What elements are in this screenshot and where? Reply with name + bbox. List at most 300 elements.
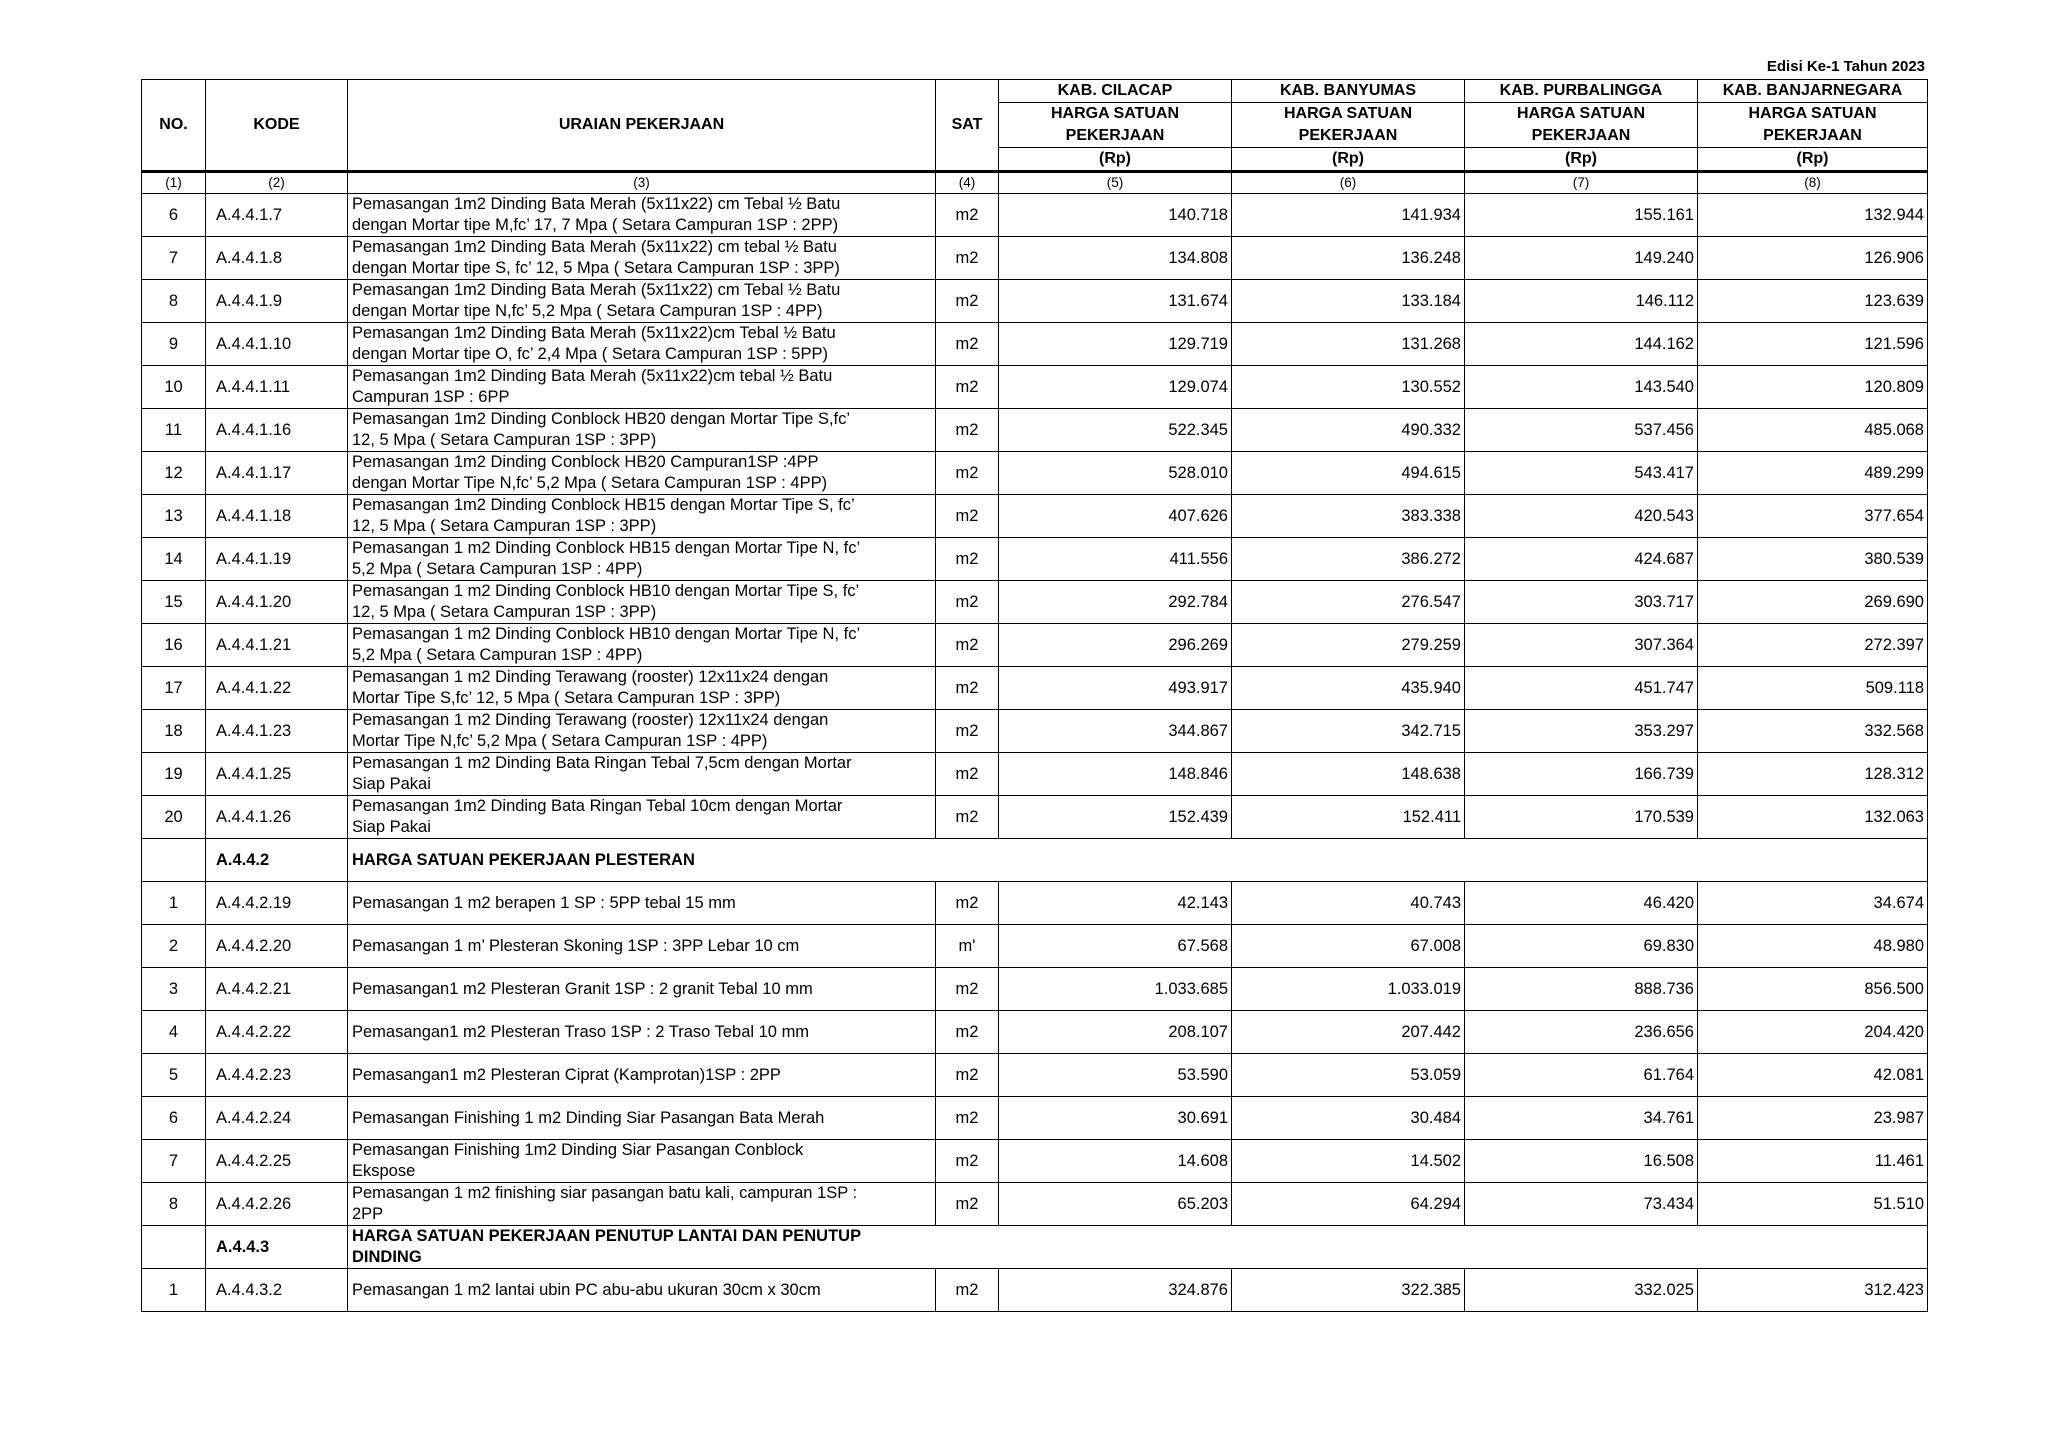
description-line: Pemasangan 1m2 Dinding Bata Merah (5x11x22) cm Tebal ½ Batu xyxy=(352,281,841,299)
price-cell: 64.294 xyxy=(1232,1183,1465,1226)
unit-cell: m2 xyxy=(936,1097,999,1140)
description-line: dengan Mortar tipe N,fc’ 5,2 Mpa ( Setara Campuran 1SP : 4PP) xyxy=(352,302,823,320)
price-cell: 14.608 xyxy=(999,1140,1232,1183)
description-line: Siap Pakai xyxy=(352,818,431,836)
price-cell: 509.118 xyxy=(1698,667,1928,710)
description-line: HARGA SATUAN PEKERJAAN PENUTUP LANTAI DAN PENUTUP xyxy=(352,1227,862,1245)
row-number-cell: 1 xyxy=(142,882,206,925)
row-number-cell: 11 xyxy=(142,409,206,452)
table-row xyxy=(142,280,1928,323)
column-number-row xyxy=(142,173,1928,194)
table-row xyxy=(142,1011,1928,1054)
column-number: (5) xyxy=(999,173,1232,194)
description-cell xyxy=(348,1226,1928,1269)
table-row xyxy=(142,882,1928,925)
price-cell: 207.442 xyxy=(1232,1011,1465,1054)
price-cell: 128.312 xyxy=(1698,753,1928,796)
row-number-cell: 20 xyxy=(142,796,206,839)
row-number-cell: 17 xyxy=(142,667,206,710)
header-unit: (Rp) xyxy=(1698,148,1928,172)
table-header xyxy=(142,80,1928,194)
table-row xyxy=(142,366,1928,409)
column-number: (6) xyxy=(1232,173,1465,194)
description-cell xyxy=(348,280,936,323)
description-cell xyxy=(348,1054,936,1097)
price-cell: 537.456 xyxy=(1465,409,1698,452)
code-cell: A.4.4.1.16 xyxy=(206,409,348,452)
column-number: (4) xyxy=(936,173,999,194)
description-cell xyxy=(348,237,936,280)
description-cell xyxy=(348,710,936,753)
header-harga: HARGA SATUAN xyxy=(1698,103,1928,126)
price-cell: 424.687 xyxy=(1465,538,1698,581)
price-cell: 131.674 xyxy=(999,280,1232,323)
description-line: Pemasangan 1 m2 finishing siar pasangan batu kali, campuran 1SP : xyxy=(352,1184,858,1202)
description-line: 5,2 Mpa ( Setara Campuran 1SP : 4PP) xyxy=(352,560,643,578)
row-number-cell: 7 xyxy=(142,1140,206,1183)
code-cell: A.4.4.1.7 xyxy=(206,194,348,237)
price-cell: 131.268 xyxy=(1232,323,1465,366)
price-cell: 451.747 xyxy=(1465,667,1698,710)
column-number: (7) xyxy=(1465,173,1698,194)
price-cell: 296.269 xyxy=(999,624,1232,667)
price-cell: 342.715 xyxy=(1232,710,1465,753)
price-cell: 34.674 xyxy=(1698,882,1928,925)
code-cell: A.4.4.1.25 xyxy=(206,753,348,796)
unit-cell: m2 xyxy=(936,581,999,624)
code-cell: A.4.4.2.23 xyxy=(206,1054,348,1097)
price-cell: 134.808 xyxy=(999,237,1232,280)
price-cell: 276.547 xyxy=(1232,581,1465,624)
price-cell: 67.008 xyxy=(1232,925,1465,968)
table-row xyxy=(142,1183,1928,1226)
price-cell: 67.568 xyxy=(999,925,1232,968)
header-region-cilacap: KAB. CILACAP xyxy=(999,80,1232,103)
header-unit: (Rp) xyxy=(999,148,1232,172)
header-harga: HARGA SATUAN xyxy=(1232,103,1465,126)
description-cell xyxy=(348,452,936,495)
code-cell: A.4.4.2.26 xyxy=(206,1183,348,1226)
price-cell: 73.434 xyxy=(1465,1183,1698,1226)
table-row xyxy=(142,237,1928,280)
section-row xyxy=(142,839,1928,882)
description-cell xyxy=(348,323,936,366)
header-region-purbalingga: KAB. PURBALINGGA xyxy=(1465,80,1698,103)
price-cell: 420.543 xyxy=(1465,495,1698,538)
table-row xyxy=(142,710,1928,753)
price-cell: 148.846 xyxy=(999,753,1232,796)
code-cell: A.4.4.3 xyxy=(206,1226,348,1269)
description-line: Pemasangan 1 m2 Dinding Bata Ringan Tebal 7,5cm dengan Mortar xyxy=(352,754,852,772)
description-line: Pemasangan1 m2 Plesteran Granit 1SP : 2 granit Tebal 10 mm xyxy=(352,979,813,998)
price-cell: 411.556 xyxy=(999,538,1232,581)
price-cell: 380.539 xyxy=(1698,538,1928,581)
price-cell: 129.719 xyxy=(999,323,1232,366)
description-line: Pemasangan 1 m’ Plesteran Skoning 1SP : 3PP Lebar 10 cm xyxy=(352,936,800,955)
description-cell xyxy=(348,366,936,409)
description-line: dengan Mortar tipe M,fc’ 17, 7 Mpa ( Setara Campuran 1SP : 2PP) xyxy=(352,216,839,234)
column-number: (8) xyxy=(1698,173,1928,194)
column-number: (2) xyxy=(206,173,348,194)
edition-label: Edisi Ke-1 Tahun 2023 xyxy=(1766,58,1925,75)
code-cell: A.4.4.2 xyxy=(206,839,348,882)
description-line: Pemasangan 1m2 Dinding Bata Merah (5x11x22) cm Tebal ½ Batu xyxy=(352,195,841,213)
price-cell: 166.739 xyxy=(1465,753,1698,796)
table-row xyxy=(142,1140,1928,1183)
description-line: 5,2 Mpa ( Setara Campuran 1SP : 4PP) xyxy=(352,646,643,664)
description-line: Pemasangan 1 m2 Dinding Conblock HB15 dengan Mortar Tipe N, fc’ xyxy=(352,539,861,557)
header-no: NO. xyxy=(142,80,206,172)
price-cell: 528.010 xyxy=(999,452,1232,495)
unit-cell: m2 xyxy=(936,409,999,452)
unit-cell: m2 xyxy=(936,452,999,495)
header-pekerjaan: PEKERJAAN xyxy=(1698,125,1928,148)
description-line: Pemasangan 1 m2 Dinding Terawang (rooster) 12x11x24 dengan xyxy=(352,711,829,729)
header-uraian: URAIAN PEKERJAAN xyxy=(348,80,936,172)
description-line: Pemasangan 1 m2 lantai ubin PC abu-abu ukuran 30cm x 30cm xyxy=(352,1280,821,1299)
price-cell: 16.508 xyxy=(1465,1140,1698,1183)
price-cell: 279.259 xyxy=(1232,624,1465,667)
description-line: 12, 5 Mpa ( Setara Campuran 1SP : 3PP) xyxy=(352,431,657,449)
price-cell: 1.033.685 xyxy=(999,968,1232,1011)
price-cell: 69.830 xyxy=(1465,925,1698,968)
description-line: Mortar Tipe N,fc’ 5,2 Mpa ( Setara Campuran 1SP : 4PP) xyxy=(352,732,768,750)
price-cell: 30.484 xyxy=(1232,1097,1465,1140)
price-cell: 377.654 xyxy=(1698,495,1928,538)
price-cell: 292.784 xyxy=(999,581,1232,624)
header-harga: HARGA SATUAN xyxy=(1465,103,1698,126)
table-row xyxy=(142,581,1928,624)
unit-cell: m2 xyxy=(936,1183,999,1226)
price-cell: 121.596 xyxy=(1698,323,1928,366)
code-cell: A.4.4.2.21 xyxy=(206,968,348,1011)
price-cell: 46.420 xyxy=(1465,882,1698,925)
price-cell: 42.143 xyxy=(999,882,1232,925)
row-number-cell: 6 xyxy=(142,194,206,237)
price-cell: 522.345 xyxy=(999,409,1232,452)
price-cell: 132.944 xyxy=(1698,194,1928,237)
price-cell: 272.397 xyxy=(1698,624,1928,667)
unit-cell: m2 xyxy=(936,1011,999,1054)
table-row xyxy=(142,925,1928,968)
description-line: Pemasangan 1m2 Dinding Bata Merah (5x11x22)cm Tebal ½ Batu xyxy=(352,324,836,342)
description-line: Pemasangan Finishing 1m2 Dinding Siar Pasangan Conblock xyxy=(352,1141,804,1159)
description-cell xyxy=(348,1183,936,1226)
description-line: Pemasangan 1 m2 Dinding Terawang (rooster) 12x11x24 dengan xyxy=(352,668,829,686)
code-cell: A.4.4.1.21 xyxy=(206,624,348,667)
description-cell xyxy=(348,1269,936,1312)
price-cell: 129.074 xyxy=(999,366,1232,409)
unit-cell: m2 xyxy=(936,323,999,366)
header-pekerjaan: PEKERJAAN xyxy=(999,125,1232,148)
code-cell: A.4.4.2.22 xyxy=(206,1011,348,1054)
header-region-banyumas: KAB. BANYUMAS xyxy=(1232,80,1465,103)
row-number-cell: 16 xyxy=(142,624,206,667)
code-cell: A.4.4.1.23 xyxy=(206,710,348,753)
price-cell: 208.107 xyxy=(999,1011,1232,1054)
description-cell xyxy=(348,581,936,624)
price-cell: 303.717 xyxy=(1465,581,1698,624)
description-line: Pemasangan 1m2 Dinding Bata Merah (5x11x22)cm tebal ½ Batu xyxy=(352,367,833,385)
code-cell: A.4.4.1.9 xyxy=(206,280,348,323)
description-line: Pemasangan 1m2 Dinding Conblock HB20 Campuran1SP :4PP xyxy=(352,453,819,471)
description-line: 2PP xyxy=(352,1205,384,1223)
unit-cell: m2 xyxy=(936,280,999,323)
description-cell xyxy=(348,667,936,710)
description-cell xyxy=(348,925,936,968)
code-cell: A.4.4.2.24 xyxy=(206,1097,348,1140)
code-cell: A.4.4.1.20 xyxy=(206,581,348,624)
price-table xyxy=(141,79,1928,1312)
description-cell xyxy=(348,1011,936,1054)
header-sat: SAT xyxy=(936,80,999,172)
price-cell: 53.059 xyxy=(1232,1054,1465,1097)
description-cell xyxy=(348,495,936,538)
unit-cell: m2 xyxy=(936,667,999,710)
unit-cell: m2 xyxy=(936,1269,999,1312)
row-number-cell: 6 xyxy=(142,1097,206,1140)
header-pekerjaan: PEKERJAAN xyxy=(1232,125,1465,148)
table-row xyxy=(142,323,1928,366)
description-line: dengan Mortar Tipe N,fc’ 5,2 Mpa ( Setara Campuran 1SP : 4PP) xyxy=(352,474,828,492)
price-cell: 143.540 xyxy=(1465,366,1698,409)
header-unit: (Rp) xyxy=(1465,148,1698,172)
row-number-cell: 15 xyxy=(142,581,206,624)
price-cell: 42.081 xyxy=(1698,1054,1928,1097)
row-number-cell: 19 xyxy=(142,753,206,796)
table-row xyxy=(142,1054,1928,1097)
code-cell: A.4.4.1.18 xyxy=(206,495,348,538)
description-line: 12, 5 Mpa ( Setara Campuran 1SP : 3PP) xyxy=(352,517,657,535)
row-number-cell: 2 xyxy=(142,925,206,968)
row-number-cell: 5 xyxy=(142,1054,206,1097)
price-cell: 888.736 xyxy=(1465,968,1698,1011)
description-line: HARGA SATUAN PEKERJAAN PLESTERAN xyxy=(352,850,695,869)
column-number: (3) xyxy=(348,173,936,194)
table-row xyxy=(142,753,1928,796)
price-cell: 51.510 xyxy=(1698,1183,1928,1226)
column-number: (1) xyxy=(142,173,206,194)
price-cell: 543.417 xyxy=(1465,452,1698,495)
code-cell: A.4.4.1.17 xyxy=(206,452,348,495)
header-pekerjaan: PEKERJAAN xyxy=(1465,125,1698,148)
price-cell: 144.162 xyxy=(1465,323,1698,366)
price-cell: 344.867 xyxy=(999,710,1232,753)
table-row xyxy=(142,538,1928,581)
header-region-banjarnegara: KAB. BANJARNEGARA xyxy=(1698,80,1928,103)
header-unit: (Rp) xyxy=(1232,148,1465,172)
row-number-cell: 8 xyxy=(142,280,206,323)
price-cell: 40.743 xyxy=(1232,882,1465,925)
description-line: Mortar Tipe S,fc’ 12, 5 Mpa ( Setara Campuran 1SP : 3PP) xyxy=(352,689,781,707)
description-line: Siap Pakai xyxy=(352,775,431,793)
description-cell xyxy=(348,1097,936,1140)
row-number-cell: 4 xyxy=(142,1011,206,1054)
price-cell: 123.639 xyxy=(1698,280,1928,323)
description-cell xyxy=(348,624,936,667)
description-line: Pemasangan1 m2 Plesteran Ciprat (Kamprotan)1SP : 2PP xyxy=(352,1065,781,1084)
row-number-cell: 8 xyxy=(142,1183,206,1226)
price-cell: 53.590 xyxy=(999,1054,1232,1097)
price-cell: 170.539 xyxy=(1465,796,1698,839)
unit-cell: m' xyxy=(936,925,999,968)
price-cell: 204.420 xyxy=(1698,1011,1928,1054)
unit-cell: m2 xyxy=(936,753,999,796)
price-cell: 332.025 xyxy=(1465,1269,1698,1312)
price-cell: 140.718 xyxy=(999,194,1232,237)
price-cell: 383.338 xyxy=(1232,495,1465,538)
unit-cell: m2 xyxy=(936,194,999,237)
price-cell: 34.761 xyxy=(1465,1097,1698,1140)
table-row xyxy=(142,968,1928,1011)
code-cell: A.4.4.1.8 xyxy=(206,237,348,280)
price-cell: 65.203 xyxy=(999,1183,1232,1226)
header-harga: HARGA SATUAN xyxy=(999,103,1232,126)
price-cell: 856.500 xyxy=(1698,968,1928,1011)
price-cell: 141.934 xyxy=(1232,194,1465,237)
table-row xyxy=(142,495,1928,538)
row-number-cell: 18 xyxy=(142,710,206,753)
code-cell: A.4.4.1.22 xyxy=(206,667,348,710)
description-cell xyxy=(348,538,936,581)
price-cell: 494.615 xyxy=(1232,452,1465,495)
description-cell xyxy=(348,409,936,452)
table-row xyxy=(142,667,1928,710)
price-cell: 120.809 xyxy=(1698,366,1928,409)
description-line: Ekspose xyxy=(352,1162,416,1180)
unit-cell: m2 xyxy=(936,624,999,667)
description-cell xyxy=(348,753,936,796)
price-cell: 269.690 xyxy=(1698,581,1928,624)
code-cell: A.4.4.1.10 xyxy=(206,323,348,366)
table-row xyxy=(142,452,1928,495)
price-cell: 30.691 xyxy=(999,1097,1232,1140)
price-cell: 152.411 xyxy=(1232,796,1465,839)
price-cell: 236.656 xyxy=(1465,1011,1698,1054)
price-cell: 133.184 xyxy=(1232,280,1465,323)
description-line: dengan Mortar tipe O, fc’ 2,4 Mpa ( Setara Campuran 1SP : 5PP) xyxy=(352,345,828,363)
table-row xyxy=(142,624,1928,667)
description-line: Pemasangan 1 m2 Dinding Conblock HB10 dengan Mortar Tipe S, fc’ xyxy=(352,582,860,600)
description-line: Pemasangan1 m2 Plesteran Traso 1SP : 2 Traso Tebal 10 mm xyxy=(352,1022,810,1041)
description-line: Pemasangan 1m2 Dinding Bata Ringan Tebal 10cm dengan Mortar xyxy=(352,797,843,815)
price-cell: 435.940 xyxy=(1232,667,1465,710)
price-cell: 48.980 xyxy=(1698,925,1928,968)
price-cell: 11.461 xyxy=(1698,1140,1928,1183)
row-number-cell: 3 xyxy=(142,968,206,1011)
unit-cell: m2 xyxy=(936,538,999,581)
price-cell: 332.568 xyxy=(1698,710,1928,753)
row-number-cell: 9 xyxy=(142,323,206,366)
code-cell: A.4.4.2.19 xyxy=(206,882,348,925)
price-cell: 126.906 xyxy=(1698,237,1928,280)
unit-cell: m2 xyxy=(936,882,999,925)
row-number-cell: 10 xyxy=(142,366,206,409)
price-cell: 322.385 xyxy=(1232,1269,1465,1312)
price-cell: 485.068 xyxy=(1698,409,1928,452)
unit-cell: m2 xyxy=(936,796,999,839)
description-cell xyxy=(348,968,936,1011)
price-cell: 386.272 xyxy=(1232,538,1465,581)
price-cell: 493.917 xyxy=(999,667,1232,710)
description-cell xyxy=(348,882,936,925)
price-cell: 149.240 xyxy=(1465,237,1698,280)
description-cell xyxy=(348,796,936,839)
price-cell: 1.033.019 xyxy=(1232,968,1465,1011)
price-cell: 14.502 xyxy=(1232,1140,1465,1183)
description-line: 12, 5 Mpa ( Setara Campuran 1SP : 3PP) xyxy=(352,603,657,621)
description-line: Pemasangan 1m2 Dinding Conblock HB15 dengan Mortar Tipe S, fc’ xyxy=(352,496,855,514)
code-cell: A.4.4.1.26 xyxy=(206,796,348,839)
table-row xyxy=(142,409,1928,452)
unit-cell: m2 xyxy=(936,366,999,409)
price-cell: 61.764 xyxy=(1465,1054,1698,1097)
row-number-cell xyxy=(142,839,206,882)
price-cell: 312.423 xyxy=(1698,1269,1928,1312)
code-cell: A.4.4.3.2 xyxy=(206,1269,348,1312)
price-cell: 307.364 xyxy=(1465,624,1698,667)
description-line: Pemasangan 1 m2 Dinding Conblock HB10 dengan Mortar Tipe N, fc’ xyxy=(352,625,861,643)
price-cell: 130.552 xyxy=(1232,366,1465,409)
price-cell: 490.332 xyxy=(1232,409,1465,452)
code-cell: A.4.4.1.19 xyxy=(206,538,348,581)
row-number-cell: 12 xyxy=(142,452,206,495)
price-cell: 23.987 xyxy=(1698,1097,1928,1140)
price-cell: 489.299 xyxy=(1698,452,1928,495)
description-cell xyxy=(348,839,1928,882)
description-line: Pemasangan Finishing 1 m2 Dinding Siar Pasangan Bata Merah xyxy=(352,1108,825,1127)
description-line: Pemasangan 1m2 Dinding Conblock HB20 dengan Mortar Tipe S,fc’ xyxy=(352,410,851,428)
row-number-cell: 1 xyxy=(142,1269,206,1312)
row-number-cell xyxy=(142,1226,206,1269)
header-kode: KODE xyxy=(206,80,348,172)
price-cell: 324.876 xyxy=(999,1269,1232,1312)
price-cell: 132.063 xyxy=(1698,796,1928,839)
description-cell xyxy=(348,194,936,237)
section-row xyxy=(142,1226,1928,1269)
table-row xyxy=(142,194,1928,237)
unit-cell: m2 xyxy=(936,968,999,1011)
price-cell: 155.161 xyxy=(1465,194,1698,237)
table-row xyxy=(142,1097,1928,1140)
code-cell: A.4.4.2.20 xyxy=(206,925,348,968)
unit-cell: m2 xyxy=(936,237,999,280)
table-body xyxy=(142,194,1928,1312)
price-cell: 136.248 xyxy=(1232,237,1465,280)
row-number-cell: 14 xyxy=(142,538,206,581)
table-row xyxy=(142,796,1928,839)
description-line: Pemasangan 1m2 Dinding Bata Merah (5x11x22) cm tebal ½ Batu xyxy=(352,238,837,256)
price-cell: 146.112 xyxy=(1465,280,1698,323)
row-number-cell: 7 xyxy=(142,237,206,280)
description-line: dengan Mortar tipe S, fc’ 12, 5 Mpa ( Setara Campuran 1SP : 3PP) xyxy=(352,259,840,277)
description-cell xyxy=(348,1140,936,1183)
unit-cell: m2 xyxy=(936,710,999,753)
row-number-cell: 13 xyxy=(142,495,206,538)
code-cell: A.4.4.1.11 xyxy=(206,366,348,409)
price-cell: 353.297 xyxy=(1465,710,1698,753)
unit-cell: m2 xyxy=(936,1054,999,1097)
unit-cell: m2 xyxy=(936,495,999,538)
table-row xyxy=(142,1269,1928,1312)
description-line: DINDING xyxy=(352,1248,422,1266)
description-line: Campuran 1SP : 6PP xyxy=(352,388,510,406)
code-cell: A.4.4.2.25 xyxy=(206,1140,348,1183)
unit-cell: m2 xyxy=(936,1140,999,1183)
description-line: Pemasangan 1 m2 berapen 1 SP : 5PP tebal 15 mm xyxy=(352,893,736,912)
price-cell: 152.439 xyxy=(999,796,1232,839)
price-cell: 148.638 xyxy=(1232,753,1465,796)
